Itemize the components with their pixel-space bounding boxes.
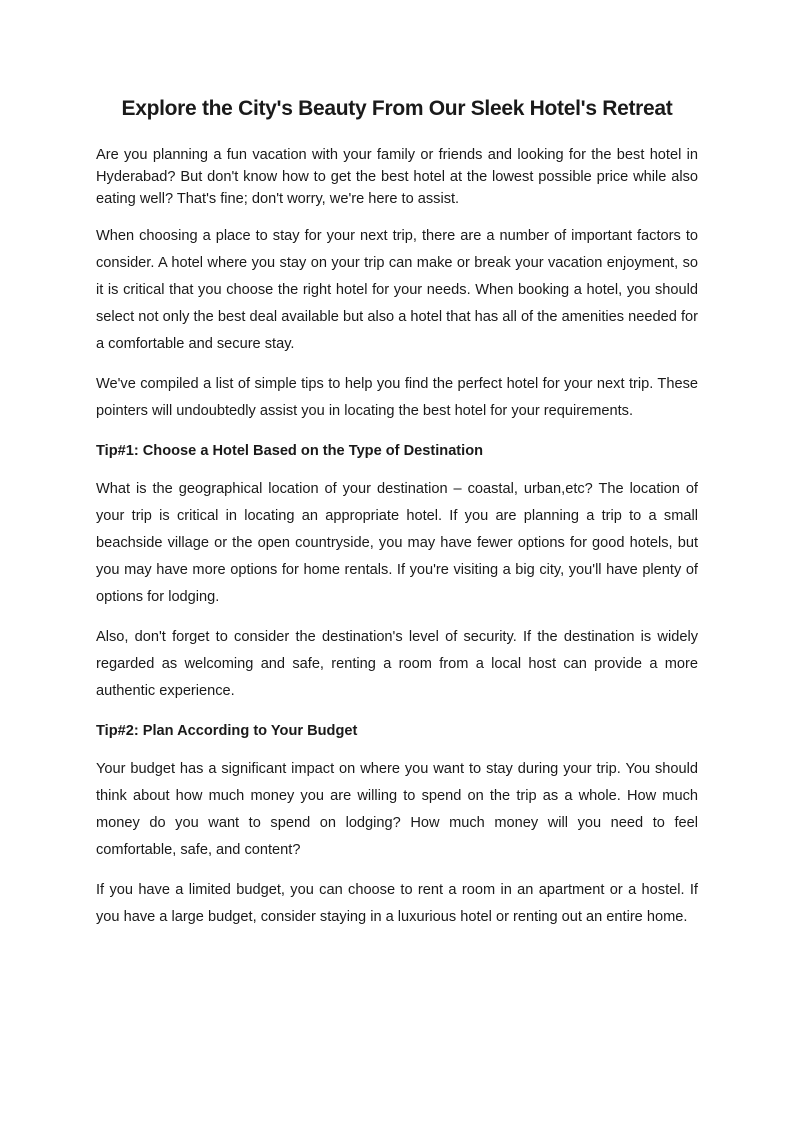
document-page [96,96,698,931]
budget-paragraph: Your budget has a significant impact on where you want to stay during your trip. You should think about how much money you are willing to spend on the trip as a whole. How much money do you want to spend on lodging? How much money will you need to feel comfortable, safe, and content? [96,761,698,858]
limited-budget-paragraph: If you have a limited budget, you can choose to rent a room in an apartment or a hostel. If you have a large budget, consider staying in a luxurious hotel or renting out an entire home. [96,882,698,925]
security-paragraph: Also, don't forget to consider the destination's level of security. If the destination is widely regarded as welcoming and safe, renting a room from a local host can provide a more authentic experience. [96,629,698,699]
intro-paragraph: Are you planning a fun vacation with your family or friends and looking for the best hotel in Hyderabad? But don't know how to get the best hotel at the lowest possible price while also eating well? That's fine; don't worry, we're here to assist. [96,147,698,207]
tip2-heading: Tip#2: Plan According to Your Budget [96,723,358,739]
geography-paragraph: What is the geographical location of your destination – coastal, urban,etc? The location of your trip is critical in locating an appropriate hotel. If you are planning a trip to a small beachside village or the open countryside, you may have fewer options for good hotels, but you may have more options for home rentals. If you're visiting a big city, you'll have plenty of options for lodging. [96,481,698,605]
choosing-paragraph: When choosing a place to stay for your next trip, there are a number of important factors to consider. A hotel where you stay on your trip can make or break your vacation enjoyment, so it is critical that you choose the right hotel for your needs. When booking a hotel, you should select not only the best deal available but also a hotel that has all of the amenities needed for a comfortable and secure stay. [96,228,698,352]
tips-intro-paragraph: We've compiled a list of simple tips to help you find the perfect hotel for your next trip. These pointers will undoubtedly assist you in locating the best hotel for your requirements. [96,376,698,419]
document-title: Explore the City's Beauty From Our Sleek Hotel's Retreat [121,97,673,120]
tip1-heading: Tip#1: Choose a Hotel Based on the Type of Destination [96,443,484,459]
